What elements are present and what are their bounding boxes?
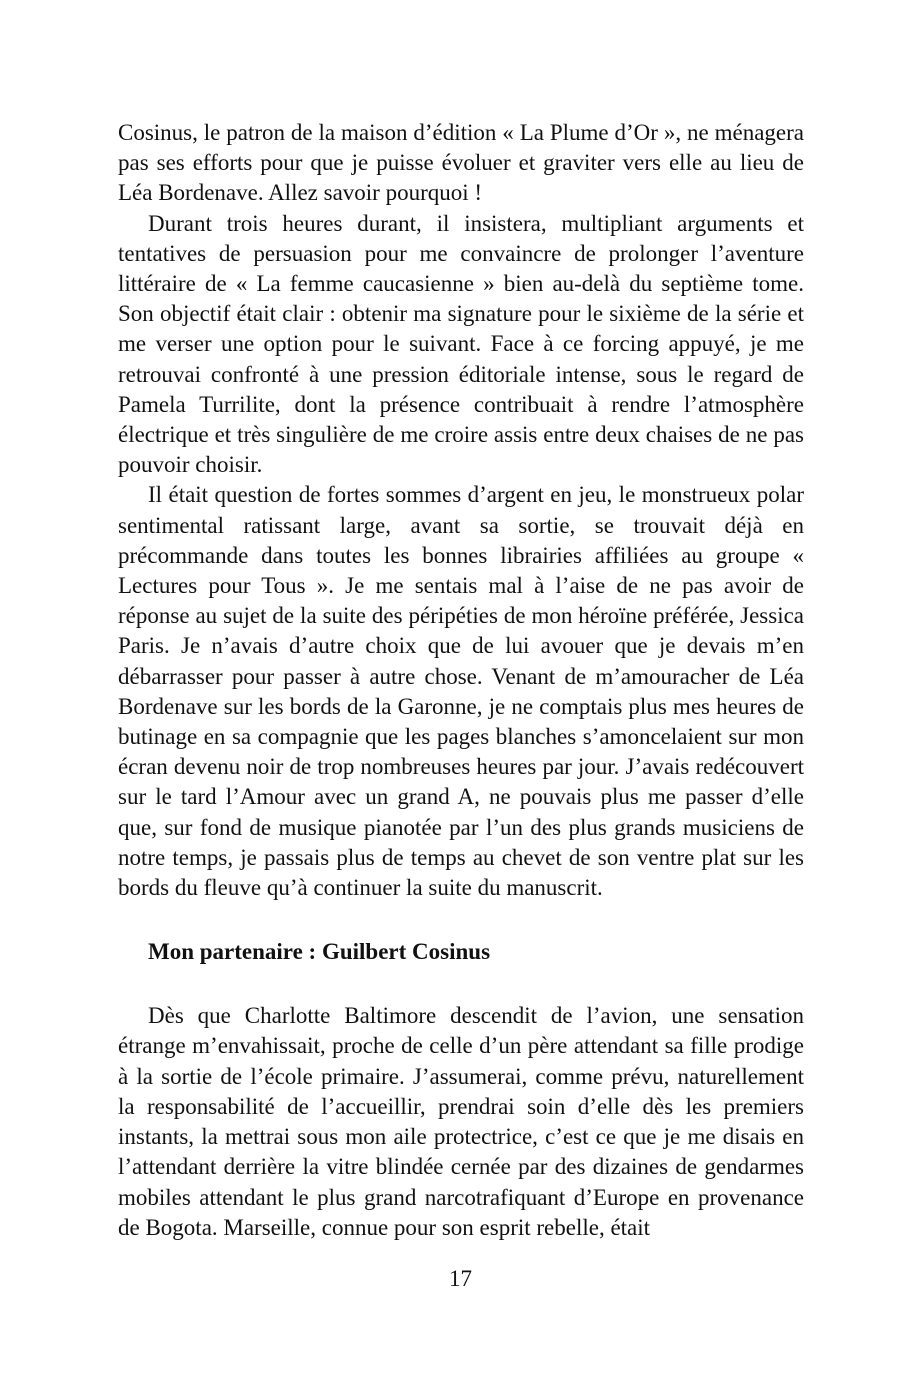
paragraph: Il était question de fortes sommes d’argent en jeu, le monstrueux polar sentimental ratissant large, avant sa sortie, se trouvait déjà en précommande dans toutes les bonnes librairies affiliées au groupe « Lectures pour Tous ». Je me sentais mal à l’aise de ne pas avoir de réponse au sujet de la suite des péripéties de mon héroïne préférée, Jessica Paris. Je n’avais d’autre choix que de lui avouer que je devais m’en débarrasser pour passer à autre chose. Venant de m’amouracher de Léa Bordenave sur les bords de la Garonne, je ne comptais plus mes heures de butinage en sa compagnie que les pages blanches s’amoncelaient sur mon écran devenu noir de trop nombreuses heures par jour. J’avais redécouvert sur le tard l’Amour avec un grand A, ne pouvais plus me passer d’elle que, sur fond de musique pianotée par l’un des plus grands musiciens de notre temps, je passais plus de temps au chevet de son ventre plat sur les bords du fleuve qu’à continuer la suite du manuscrit. xyxy=(118,482,804,901)
paragraph: Durant trois heures durant, il insistera, multipliant arguments et tentatives de persuasion pour me convaincre de prolonger l’aventure littéraire de « La femme caucasienne » bien au-delà du septième tome. Son objectif était clair : obtenir ma signature pour le sixième de la série et me verser une option pour le suivant. Face à ce forcing appuyé, je me retrouvai confronté à une pression éditoriale intense, sous le regard de Pamela Turrilite, dont la présence contribuait à rendre l’atmosphère électrique et très singulière de me croire assis entre deux chaises de ne pas pouvoir choisir. xyxy=(118,210,804,478)
section-heading: Mon partenaire : Guilbert Cosinus xyxy=(148,939,491,965)
paragraph: Cosinus, le patron de la maison d’édition « La Plume d’Or », ne ménagera pas ses efforts pour que je puisse évoluer et graviter vers elle au lieu de Léa Bordenave. Allez savoir pourquoi ! xyxy=(118,120,804,206)
page-number: 17 xyxy=(449,1266,472,1291)
page-body xyxy=(118,118,804,1243)
paragraph: Dès que Charlotte Baltimore descendit de l’avion, une sensation étrange m’envahissait, proche de celle d’un père attendant sa fille prodige à la sortie de l’école primaire. J’assumerai, comme prévu, naturellement la responsabilité de l’accueillir, prendrai soin d’elle dès les premiers instants, la mettrai sous mon aile protectrice, c’est ce que je me disais en l’attendant derrière la vitre blindée cernée par des dizaines de gendarmes mobiles attendant le plus grand narcotrafiquant d’Europe en provenance de Bogota. Marseille, connue pour son esprit rebelle, était xyxy=(118,1003,804,1240)
